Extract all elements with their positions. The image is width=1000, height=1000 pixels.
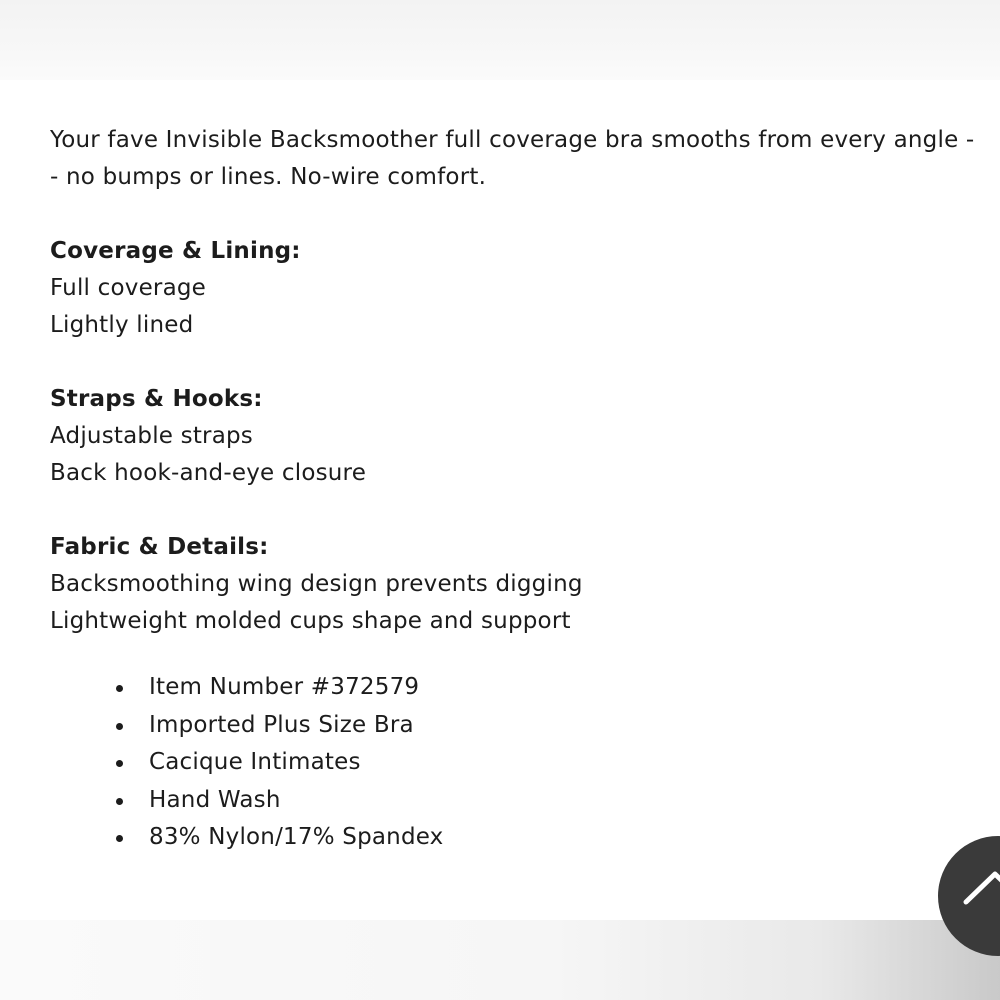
section-title: Straps & Hooks:	[50, 386, 263, 412]
section-line: Adjustable straps	[50, 423, 253, 449]
section-line: Full coverage	[50, 275, 207, 301]
chevron-up-icon	[960, 862, 1000, 912]
list-item-text: Item Number #372579	[149, 674, 420, 700]
list-item	[50, 819, 990, 857]
list-item	[50, 669, 990, 707]
product-description	[50, 122, 990, 857]
section-title: Coverage & Lining:	[50, 238, 301, 264]
product-details-list	[50, 669, 990, 857]
bottom-fade	[0, 920, 1000, 1000]
list-item-text: Imported Plus Size Bra	[149, 711, 414, 738]
bullet-icon	[116, 685, 123, 692]
list-item-text: Hand Wash	[149, 786, 281, 813]
section-coverage-lining	[50, 233, 990, 344]
bullet-icon	[116, 835, 123, 842]
section-title: Fabric & Details:	[50, 534, 269, 560]
top-fade	[0, 0, 1000, 80]
bullet-icon	[116, 798, 123, 805]
section-line: Lightweight molded cups shape and support	[50, 608, 571, 634]
section-line: Lightly lined	[50, 312, 194, 338]
list-item	[50, 782, 990, 820]
section-straps-hooks	[50, 381, 990, 492]
intro-text: Your fave Invisible Backsmoother full coverage bra smooths from every angle -- no bumps or lines. No-wire comfort.	[50, 127, 975, 190]
section-line: Backsmoothing wing design prevents digging	[50, 571, 583, 597]
bullet-icon	[116, 760, 123, 767]
list-item-text: Cacique Intimates	[149, 749, 361, 775]
list-item	[50, 707, 990, 745]
bullet-icon	[116, 723, 123, 730]
list-item-text: 83% Nylon/17% Spandex	[149, 824, 444, 850]
section-line: Back hook-and-eye closure	[50, 460, 367, 486]
section-fabric-details	[50, 529, 990, 640]
list-item	[50, 744, 990, 782]
